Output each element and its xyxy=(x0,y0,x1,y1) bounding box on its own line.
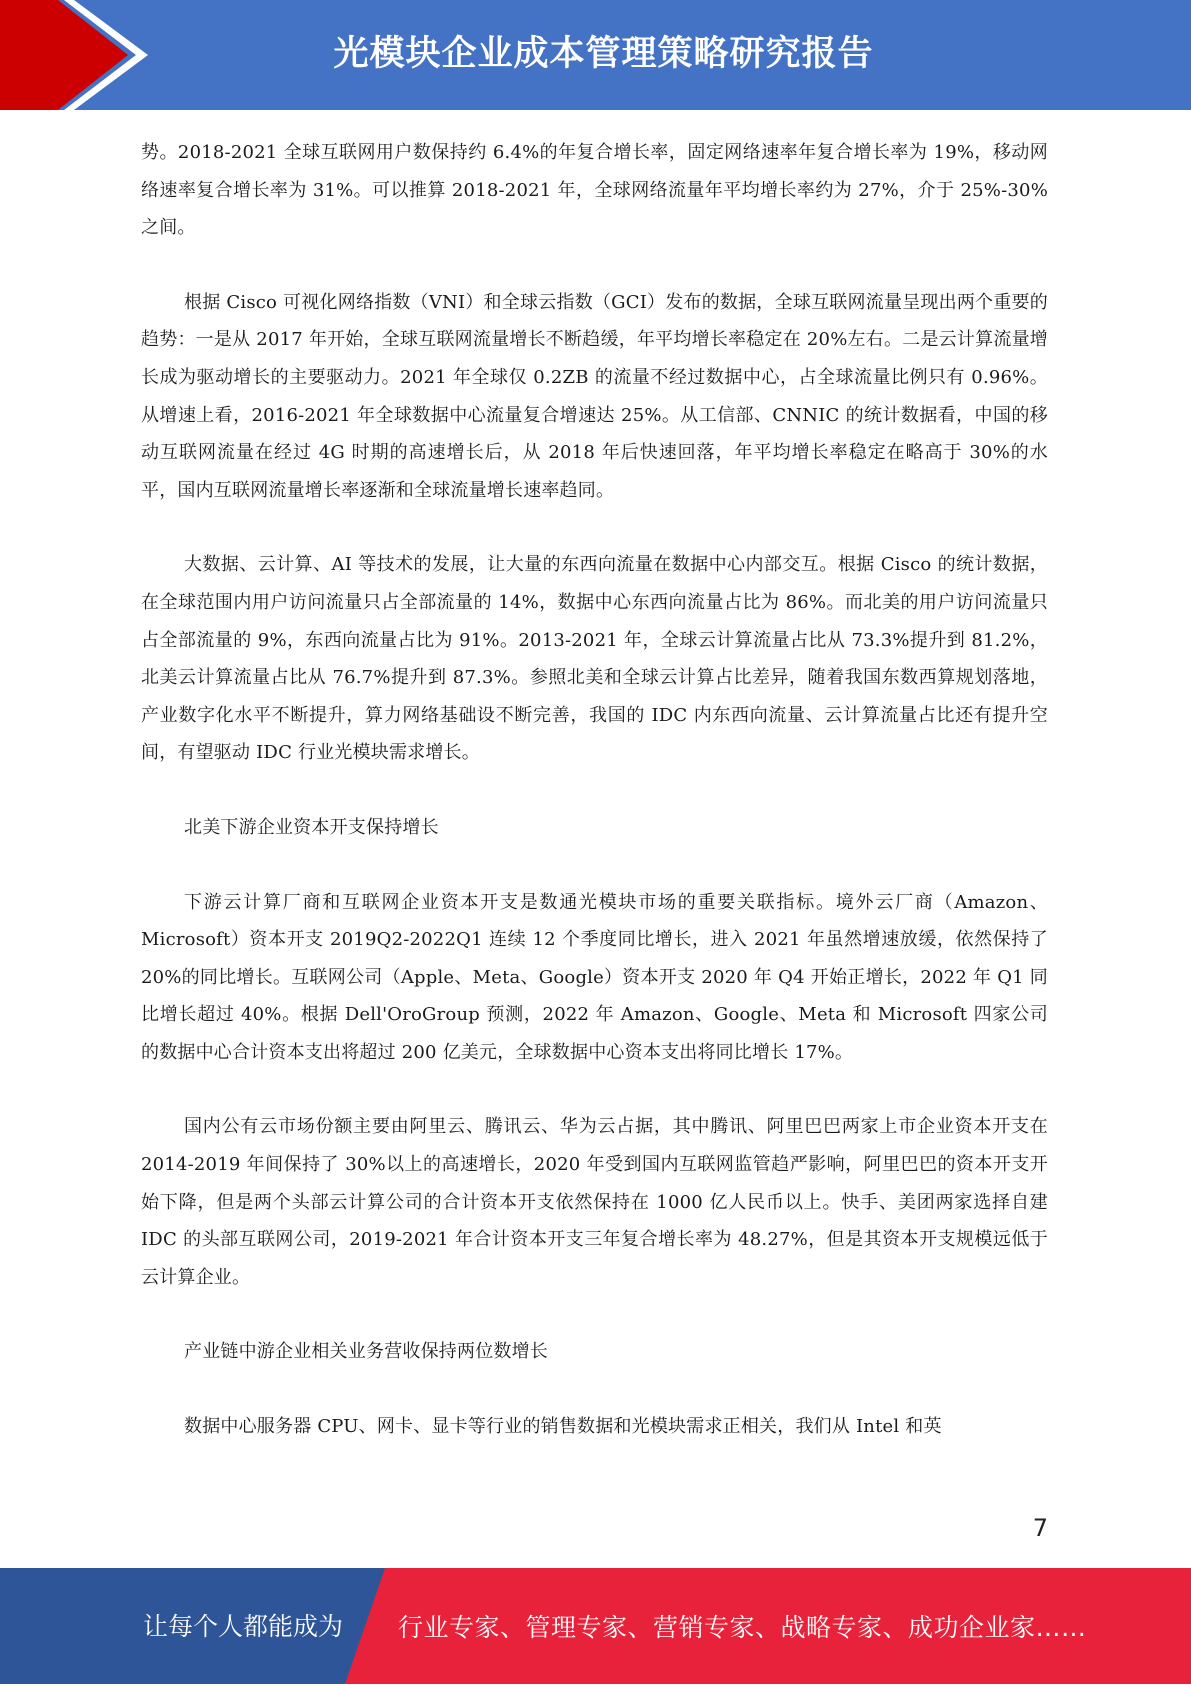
section-heading-midstream: 产业链中游企业相关业务营收保持两位数增长 xyxy=(184,1341,548,1363)
paragraph-overseas-capex: 下游云计算厂商和互联网企业资本开支是数通光模块市场的重要关联指标。境外云厂商（Amazon、Microsoft）资本开支 2019Q2-2022Q1 连续 12 个季度同比增长，进入 2021 年虽然增速放缓，依然保持了 20%的同比增长。互联网公司（Apple、Meta、Google）资本开支 2020 年 Q4 开始正增长，2022 年 Q1 同比增长超过 40%。根据 Dell'OroGroup 预测，2022 年 Amazon、Google、Meta 和 Microsoft 四家公司的数据中心合计资本支出将超过 200 亿美元，全球数据中心资本支出将同比增长 17%。 xyxy=(141,891,1048,1063)
paragraph-server-cpu: 数据中心服务器 CPU、网卡、显卡等行业的销售数据和光模块需求正相关，我们从 Intel 和英 xyxy=(184,1416,942,1438)
document-body xyxy=(141,134,1048,1483)
page-number: 7 xyxy=(1032,1514,1048,1542)
page-header xyxy=(0,0,1191,110)
footer-slogan-left: 让每个人都能成为 xyxy=(143,1612,344,1641)
paragraph-traffic-trends: 根据 Cisco 可视化网络指数（VNI）和全球云指数（GCI）发布的数据，全球互联网流量呈现出两个重要的趋势：一是从 2017 年开始，全球互联网流量增长不断趋缓，年平均增长率稳定在 20%左右。二是云计算流量增长成为驱动增长的主要驱动力。2021 年全球仅 0.2ZB 的流量不经过数据中心，占全球流量比例只有 0.96%。从增速上看，2016-2021 年全球数据中心流量复合增速达 25%。从工信部、CNNIC 的统计数据看，中国的移动互联网流量在经过 4G 时期的高速增长后，从 2018 年后快速回落，年平均增长率稳定在略高于 30%的水平，国内互联网流量增长率逐渐和全球流量增长速率趋同。 xyxy=(141,291,1048,501)
report-title: 光模块企业成本管理策略研究报告 xyxy=(333,34,874,74)
footer-slogan-right: 行业专家、管理专家、营销专家、战略专家、成功企业家…… xyxy=(398,1613,1087,1642)
paragraph-domestic-capex: 国内公有云市场份额主要由阿里云、腾讯云、华为云占据，其中腾讯、阿里巴巴两家上市企业资本开支在 2014-2019 年间保持了 30%以上的高速增长，2020 年受到国内互联网监管趋严影响，阿里巴巴的资本开支开始下降，但是两个头部云计算公司的合计资本开支依然保持在 1000 亿人民币以上。快手、美团两家选择自建 IDC 的头部互联网公司，2019-2021 年合计资本开支三年复合增长率为 48.27%，但是其资本开支规模远低于云计算企业。 xyxy=(141,1116,1048,1288)
page-footer xyxy=(0,1568,1191,1684)
paragraph-east-west-traffic: 大数据、云计算、AI 等技术的发展，让大量的东西向流量在数据中心内部交互。根据 Cisco 的统计数据，在全球范围内用户访问流量只占全部流量的 14%，数据中心东西向流量占比为 86%。而北美的用户访问流量只占全部流量的 9%，东西向流量占比为 91%。2013-2021 年，全球云计算流量占比从 73.3%提升到 81.2%，北美云计算流量占比从 76.7%提升到 87.3%。参照北美和全球云计算占比差异，随着我国东数西算规划落地，产业数字化水平不断提升，算力网络基础设不断完善，我国的 IDC 内东西向流量、云计算流量占比还有提升空间，有望驱动 IDC 行业光模块需求增长。 xyxy=(141,554,1048,764)
paragraph-continuation: 势。2018-2021 全球互联网用户数保持约 6.4%的年复合增长率，固定网络速率年复合增长率为 19%，移动网络速率复合增长率为 31%。可以推算 2018-2021 年，全球网络流量年平均增长率约为 27%，介于 25%-30%之间。 xyxy=(141,142,1048,239)
section-heading-capex: 北美下游企业资本开支保持增长 xyxy=(184,816,439,838)
